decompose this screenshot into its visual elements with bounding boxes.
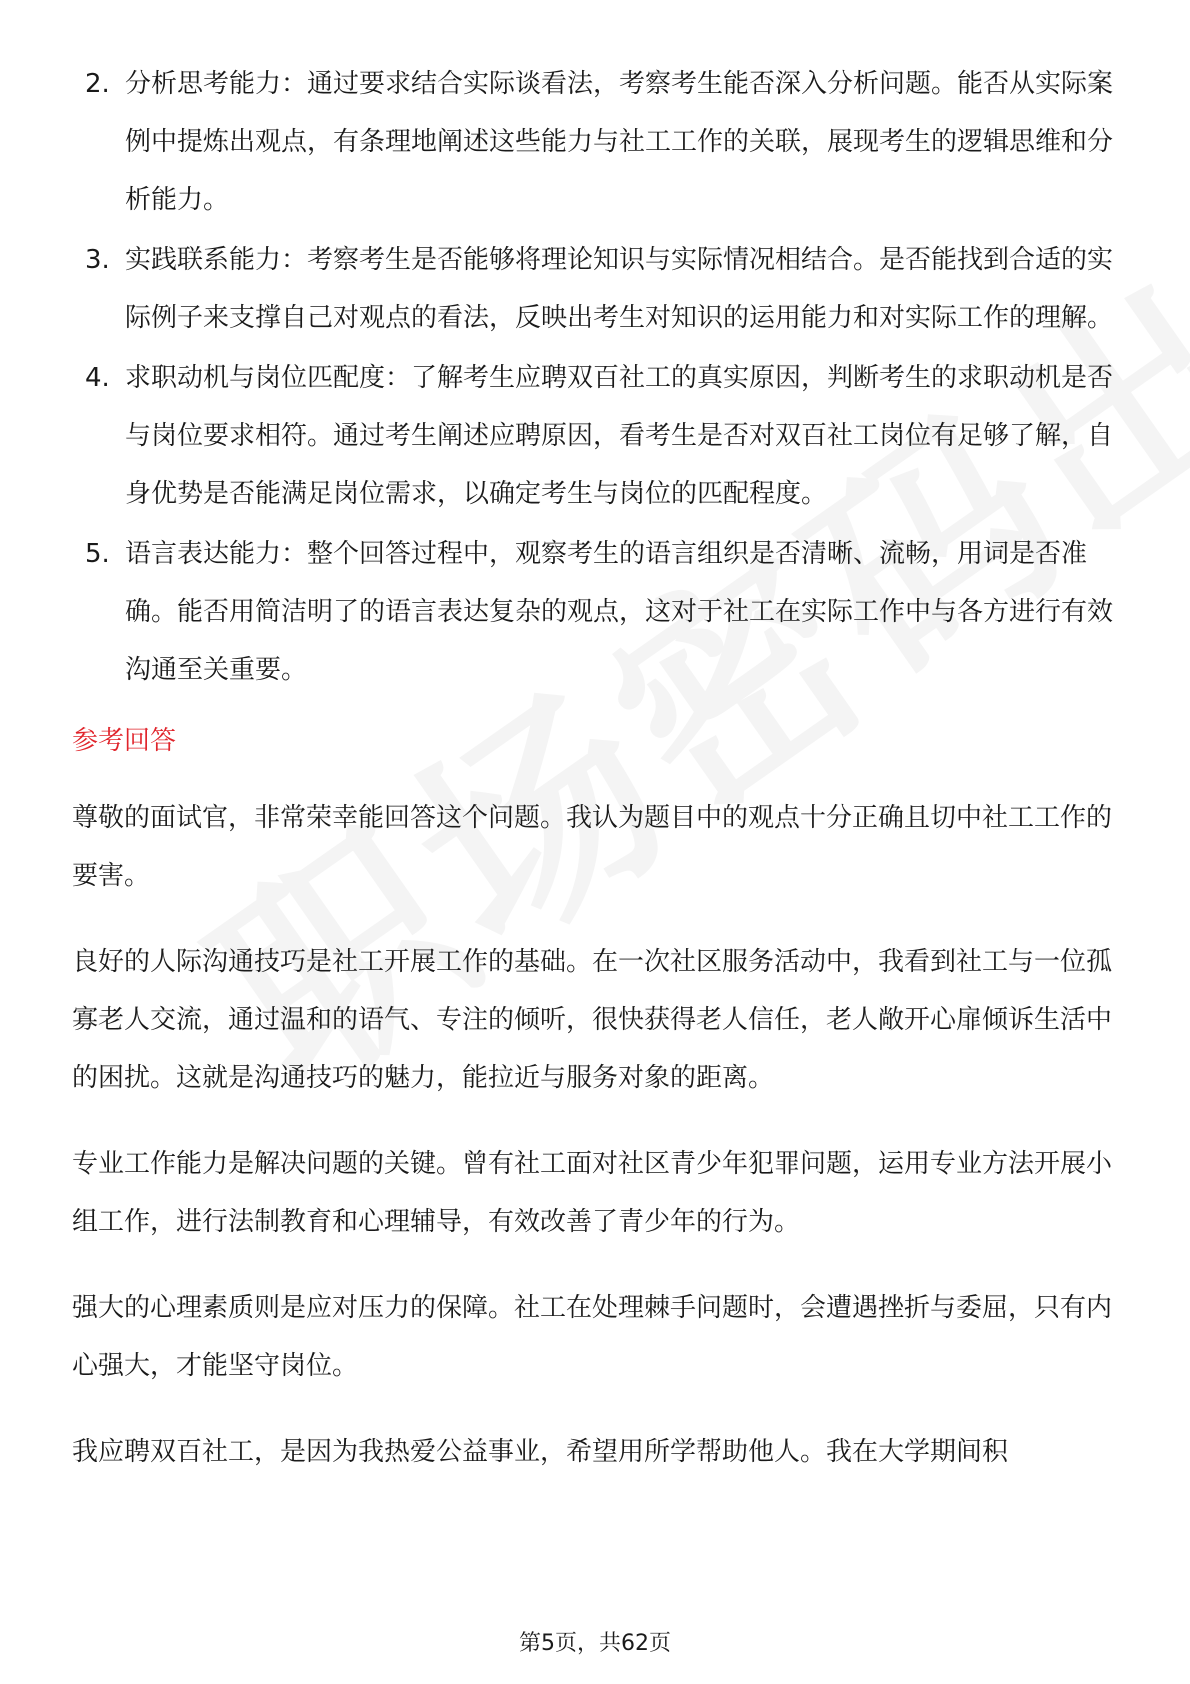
- criteria-item: [72, 349, 1122, 523]
- answer-paragraph: 我应聘双百社工，是因为我热爱公益事业，希望用所学帮助他人。我在大学期间积: [72, 1437, 1009, 1467]
- criteria-item: [72, 231, 1122, 347]
- page-footer: 第5页，共62页: [519, 1631, 671, 1656]
- criteria-text: 实践联系能力：考察考生是否能够将理论知识与实际情况相结合。是否能找到合适的实际例子来支撑自己对观点的看法，反映出考生对知识的运用能力和对实际工作的理解。: [125, 245, 1114, 333]
- evaluation-criteria-list: [72, 55, 1122, 699]
- answer-paragraph: 良好的人际沟通技巧是社工开展工作的基础。在一次社区服务活动中，我看到社工与一位孤寡老人交流，通过温和的语气、专注的倾听，很快获得老人信任，老人敞开心扉倾诉生活中的困扰。这就是沟通技巧的魅力，能拉近与服务对象的距离。: [72, 947, 1113, 1093]
- answer-paragraph: 强大的心理素质则是应对压力的保障。社工在处理棘手问题时，会遭遇挫折与委屈，只有内心强大，才能坚守岗位。: [72, 1293, 1113, 1381]
- answer-heading: 参考回答: [72, 726, 177, 756]
- criteria-text: 语言表达能力：整个回答过程中，观察考生的语言组织是否清晰、流畅，用词是否准确。能否用简洁明了的语言表达复杂的观点，这对于社工在实际工作中与各方进行有效沟通至关重要。: [125, 539, 1114, 685]
- answer-paragraph: 专业工作能力是解决问题的关键。曾有社工面对社区青少年犯罪问题，运用专业方法开展小组工作，进行法制教育和心理辅导，有效改善了青少年的行为。: [72, 1149, 1113, 1237]
- criteria-number: 2.: [85, 69, 110, 99]
- criteria-item: [72, 55, 1122, 229]
- criteria-text: 求职动机与岗位匹配度：了解考生应聘双百社工的真实原因，判断考生的求职动机是否与岗位要求相符。通过考生阐述应聘原因，看考生是否对双百社工岗位有足够了解，自身优势是否能满足岗位需求，以确定考生与岗位的匹配程度。: [125, 363, 1114, 509]
- criteria-number: 3.: [85, 245, 110, 275]
- criteria-number: 5.: [85, 539, 110, 569]
- page-content: [72, 55, 1122, 1509]
- criteria-text: 分析思考能力：通过要求结合实际谈看法，考察考生能否深入分析问题。能否从实际案例中提炼出观点，有条理地阐述这些能力与社工工作的关联，展现考生的逻辑思维和分析能力。: [125, 69, 1114, 215]
- answer-paragraph: 尊敬的面试官，非常荣幸能回答这个问题。我认为题目中的观点十分正确且切中社工工作的要害。: [72, 803, 1113, 891]
- criteria-number: 4.: [85, 363, 110, 393]
- criteria-item: [72, 525, 1122, 699]
